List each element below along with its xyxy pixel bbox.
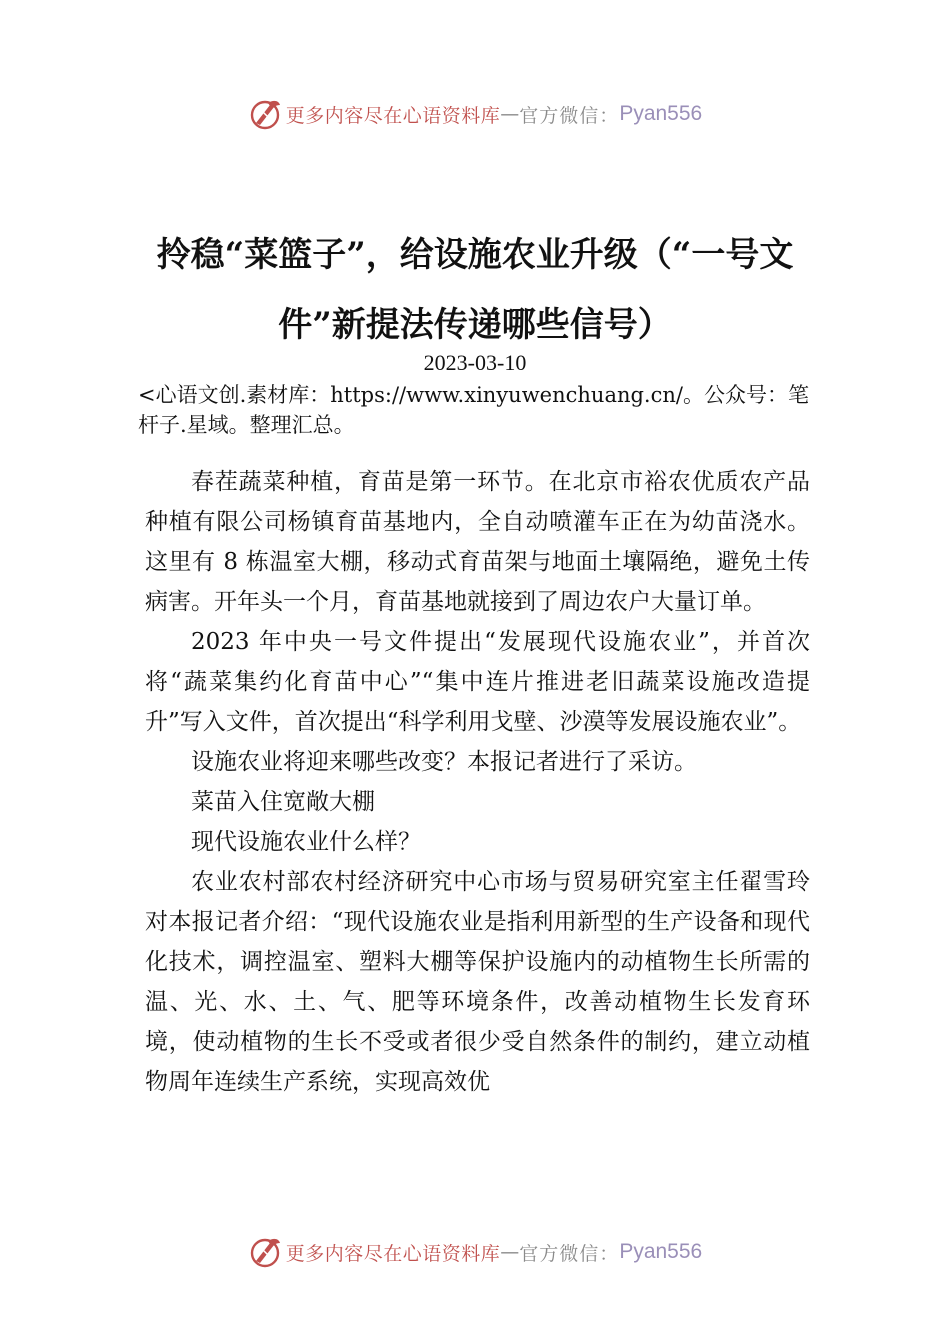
source-note: <心语文创.素材库：https://www.xinyuwenchuang.cn/。公众号：笔杆子.星域。整理汇总。 — [138, 383, 809, 437]
banner-separator: — — [500, 1241, 520, 1263]
section-heading: 菜苗入住宽敞大棚 — [191, 789, 375, 815]
paragraph: 设施农业将迎来哪些改变？本报记者进行了采访。 — [191, 749, 697, 775]
article-date: 2023-03-10 — [423, 350, 527, 375]
paragraph: 春茬蔬菜种植，育苗是第一环节。在北京市裕农优质农产品种植有限公司杨镇育苗基地内，全自动喷灌车正在为幼苗浇水。这里有 8 栋温室大棚，移动式育苗架与地面土壤隔绝，避免土传病害。开年头一个月，育苗基地就接到了周边农户大量订单。 — [145, 469, 810, 615]
paragraph: 现代设施农业什么样？ — [191, 829, 421, 855]
quill-logo-icon — [248, 1235, 282, 1269]
paragraph: 农业农村部农村经济研究中心市场与贸易研究室主任翟雪玲对本报记者介绍：“现代设施农业是指利用新型的生产设备和现代化技术，调控温室、塑料大棚等保护设施内的动植物生长所需的温、光、水、土、气、肥等环境条件，改善动植物生长发育环境，使动植物的生长不受或者很少受自然条件的制约，建立动植物周年连续生产系统，实现高效优 — [145, 869, 810, 1095]
paragraph: 2023 年中央一号文件提出“发展现代设施农业”，并首次将“蔬菜集约化育苗中心”“集中连片推进老旧蔬菜设施改造提升”写入文件，首次提出“科学利用戈壁、沙漠等发展设施农业”。 — [145, 629, 810, 735]
footer-banner — [0, 1232, 950, 1272]
banner-text: 更多内容尽在心语资料库 — [285, 104, 501, 127]
article-title: 拎稳“菜篮子”，给设施农业升级（“一号文件”新提法传递哪些信号） — [156, 235, 794, 345]
banner-separator: — — [500, 103, 520, 125]
banner-text: 更多内容尽在心语资料库 — [285, 1242, 501, 1265]
banner-handle: Pyan556 — [619, 102, 703, 125]
header-banner — [0, 94, 950, 134]
banner-handle: Pyan556 — [619, 1240, 703, 1263]
quill-logo-icon — [248, 97, 282, 131]
article-body — [145, 462, 810, 1102]
banner-label: 官方微信： — [519, 104, 620, 127]
banner-label: 官方微信： — [519, 1242, 620, 1265]
